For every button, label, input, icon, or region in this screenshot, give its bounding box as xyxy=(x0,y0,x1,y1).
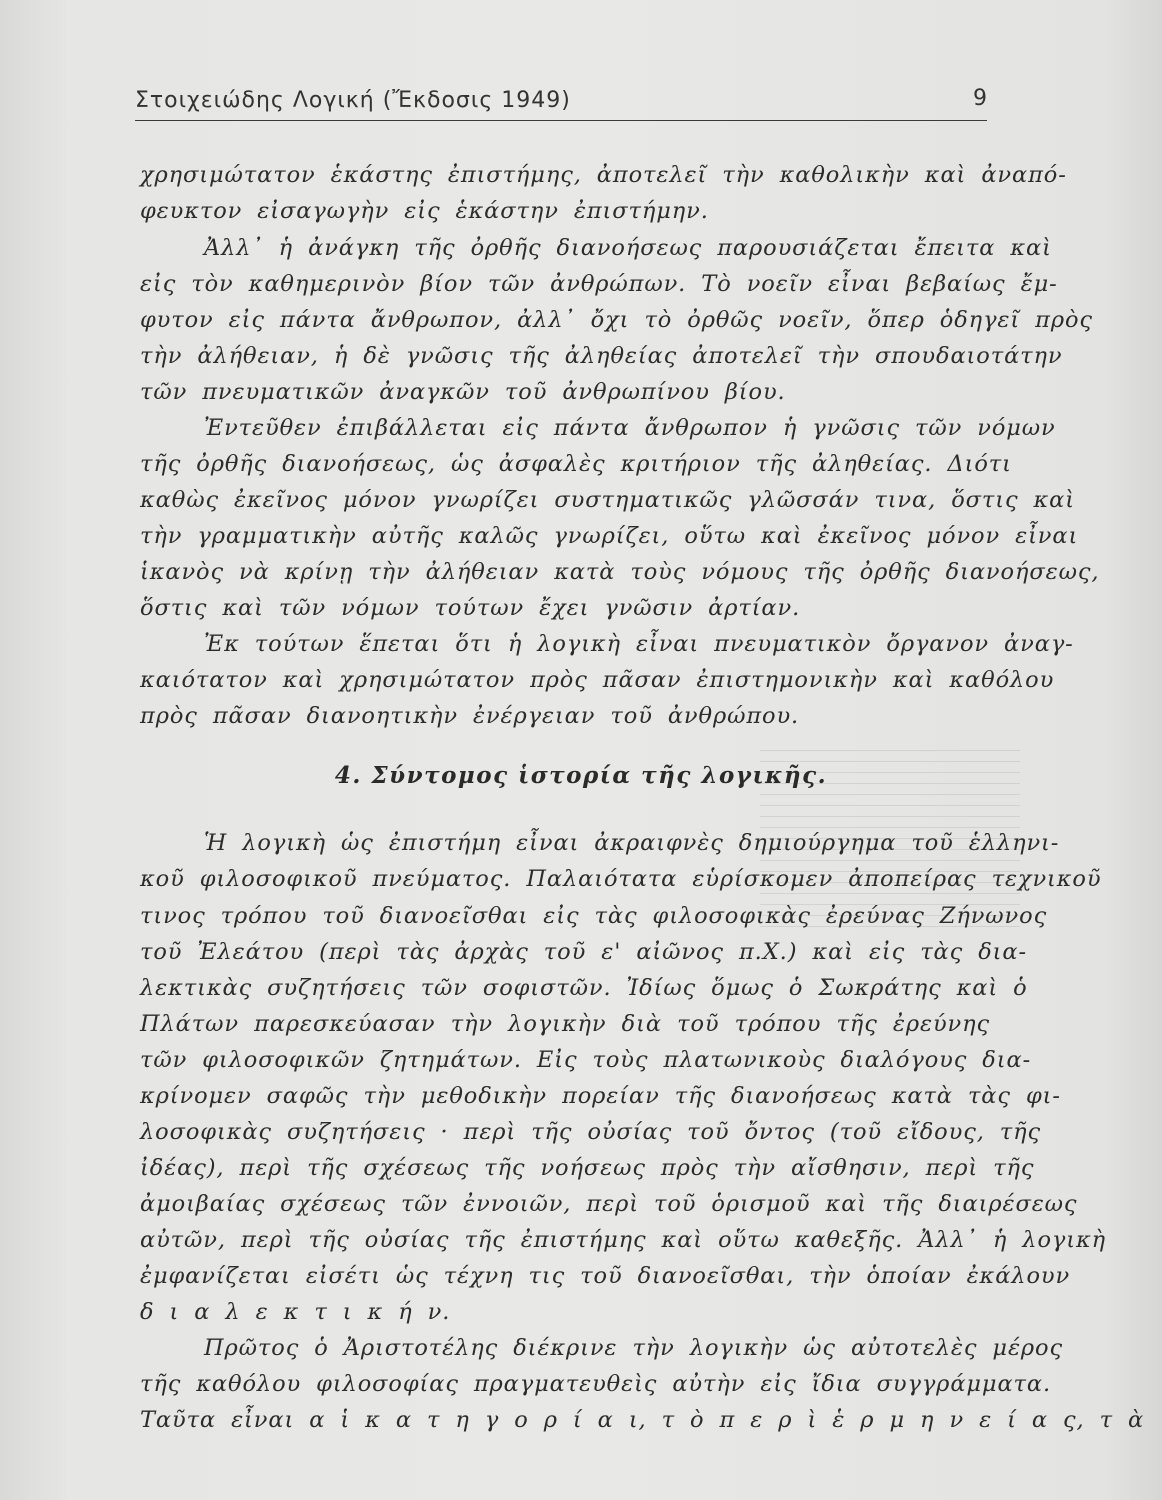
text-line: Ἐντεῦθεν ἐπιβάλλεται εἰς πάντα ἄνθρωπον ἡ γνῶσις τῶν νόμων xyxy=(204,415,1056,441)
text-line: καθὼς ἐκεῖνος μόνον γνωρίζει συστηματικῶς γλῶσσάν τινα, ὅστις καὶ xyxy=(140,487,1075,513)
text-line: Ἡ λογικὴ ὡς ἐπιστήμη εἶναι ἀκραιφνὲς δημιούργημα τοῦ ἑλληνι- xyxy=(204,830,1060,856)
text-line: Πρῶτος ὁ Ἀριστοτέλης διέκρινε τὴν λογικὴν ὡς αὐτοτελὲς μέρος xyxy=(204,1335,1064,1361)
text-line: δ ι α λ ε κ τ ι κ ή ν. xyxy=(140,1299,451,1325)
text-line: κοῦ φιλοσοφικοῦ πνεύματος. Παλαιότατα εὑρίσκομεν ἀποπείρας τεχνικοῦ xyxy=(140,866,1102,892)
text-line: Πλάτων παρεσκεύασαν τὴν λογικὴν διὰ τοῦ τρόπου τῆς ἐρεύνης xyxy=(140,1011,990,1037)
text-line: ἀμοιβαίας σχέσεως τῶν ἐννοιῶν, περὶ τοῦ ὁρισμοῦ καὶ τῆς διαιρέσεως xyxy=(140,1191,1078,1217)
text-line: κρίνομεν σαφῶς τὴν μεθοδικὴν πορείαν τῆς διανοήσεως κατὰ τὰς φι- xyxy=(140,1083,1061,1109)
text-line: τῶν πνευματικῶν ἀναγκῶν τοῦ ἀνθρωπίνου βίου. xyxy=(140,379,786,405)
text-line: ἰδέας), περὶ τῆς σχέσεως τῆς νοήσεως πρὸς τὴν αἴσθησιν, περὶ τῆς xyxy=(140,1155,1035,1181)
text-line: ἱκανὸς νὰ κρίνῃ τὴν ἀλήθειαν κατὰ τοὺς νόμους τῆς ὀρθῆς διανοήσεως, xyxy=(140,559,1100,585)
text-line: ὅστις καὶ τῶν νόμων τούτων ἔχει γνῶσιν ἀρτίαν. xyxy=(140,595,801,621)
text-line: φυτον εἰς πάντα ἄνθρωπον, ἀλλ᾽ ὄχι τὸ ὀρθῶς νοεῖν, ὅπερ ὁδηγεῖ πρὸς xyxy=(140,307,1093,333)
page-number: 9 xyxy=(973,86,987,111)
text-line: λοσοφικὰς συζητήσεις · περὶ τῆς οὐσίας τοῦ ὄντος (τοῦ εἴδους, τῆς xyxy=(140,1119,1042,1145)
text-line: τινος τρόπου τοῦ διανοεῖσθαι εἰς τὰς φιλοσοφικὰς ἐρεύνας Ζήνωνος xyxy=(140,903,1048,929)
running-header xyxy=(135,86,987,121)
text-line: τῆς καθόλου φιλοσοφίας πραγματευθεὶς αὐτὴν εἰς ἴδια συγγράμματα. xyxy=(140,1371,1052,1397)
text-line: λεκτικὰς συζητήσεις τῶν σοφιστῶν. Ἰδίως ὅμως ὁ Σωκράτης καὶ ὁ xyxy=(140,975,1028,1001)
text-line: τὴν ἀλήθειαν, ἡ δὲ γνῶσις τῆς ἀληθείας ἀποτελεῖ τὴν σπουδαιοτάτην xyxy=(140,343,1063,369)
text-line: τῆς ὀρθῆς διανοήσεως, ὡς ἀσφαλὲς κριτήριον τῆς ἀληθείας. Διότι xyxy=(140,451,1012,477)
running-title: Στοιχειώδης Λογική (Ἔκδοσις 1949) xyxy=(135,88,571,113)
text-line: τοῦ Ἐλεάτου (περὶ τὰς ἀρχὰς τοῦ ε' αἰῶνος π.Χ.) καὶ εἰς τὰς δια- xyxy=(140,939,1027,965)
text-line: Ἐκ τούτων ἕπεται ὅτι ἡ λογικὴ εἶναι πνευματικὸν ὄργανον ἀναγ- xyxy=(204,631,1074,657)
text-line: τὴν γραμματικὴν αὐτῆς καλῶς γνωρίζει, οὕτω καὶ ἐκεῖνος μόνον εἶναι xyxy=(140,523,1079,549)
text-line: τῶν φιλοσοφικῶν ζητημάτων. Εἰς τοὺς πλατωνικοὺς διαλόγους δια- xyxy=(140,1047,1032,1073)
text-line: αὐτῶν, περὶ τῆς οὐσίας τῆς ἐπιστήμης καὶ οὕτω καθεξῆς. Ἀλλ᾽ ἡ λογικὴ xyxy=(140,1227,1107,1253)
text-line: ἐμφανίζεται εἰσέτι ὡς τέχνη τις τοῦ διανοεῖσθαι, τὴν ὁποίαν ἐκάλουν xyxy=(140,1263,1071,1289)
text-line: πρὸς πᾶσαν διανοητικὴν ἐνέργειαν τοῦ ἀνθρώπου. xyxy=(140,703,800,729)
text-line: χρησιμώτατον ἑκάστης ἐπιστήμης, ἀποτελεῖ τὴν καθολικὴν καὶ ἀναπό- xyxy=(140,162,1067,188)
text-line: εἰς τὸν καθημερινὸν βίον τῶν ἀνθρώπων. Τὸ νοεῖν εἶναι βεβαίως ἔμ- xyxy=(140,271,1058,297)
text-line: Ἀλλ᾽ ἡ ἀνάγκη τῆς ὀρθῆς διανοήσεως παρουσιάζεται ἔπειτα καὶ xyxy=(204,235,1052,261)
text-line: φευκτον εἰσαγωγὴν εἰς ἑκάστην ἐπιστήμην. xyxy=(140,198,709,224)
text-line: καιότατον καὶ χρησιμώτατον πρὸς πᾶσαν ἐπιστημονικὴν καὶ καθόλου xyxy=(140,667,1055,693)
section-heading: 4. Σύντομος ἱστορία τῆς λογικῆς. xyxy=(334,762,828,789)
text-line: Ταῦτα εἶναι α ἱ κ α τ η γ ο ρ ί α ι, τ ὸ π ε ρ ὶ ἑ ρ μ η ν ε ί α ς, τ ὰ xyxy=(140,1407,1145,1433)
